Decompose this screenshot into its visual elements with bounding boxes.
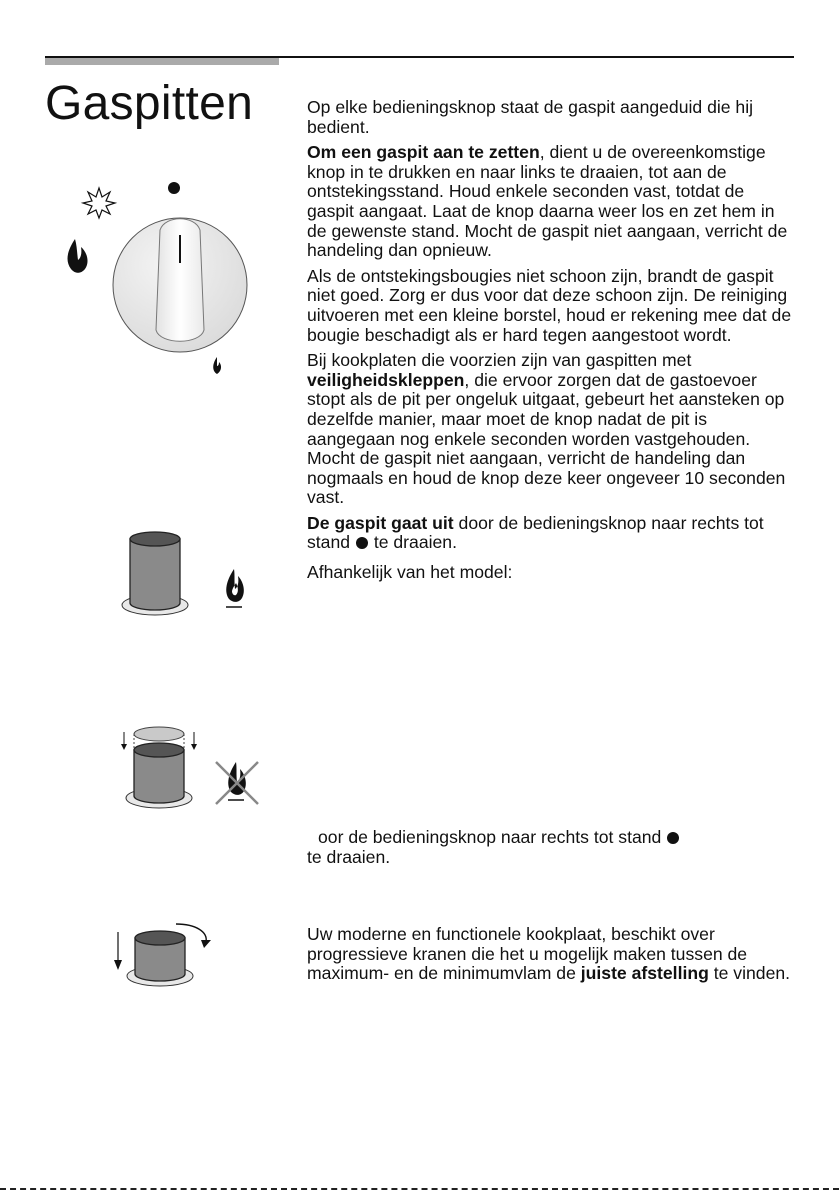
safety-pre: Bij kookplaten die voorzien zijn van gaspitten met: [307, 350, 692, 371]
fragment-line-2: te draaien.: [307, 847, 391, 867]
header-accent-bar: [45, 58, 279, 65]
page-title: Gaspitten: [45, 77, 254, 130]
knob-cylinder: [130, 539, 180, 610]
off-pre: door de bedieningsknop naar rechts tot stand: [307, 512, 764, 553]
ignite-bold: Om een gaspit aan te zetten: [307, 142, 540, 163]
knob-top: [135, 931, 185, 945]
text-block-main: [307, 98, 794, 589]
large-flame-icon: [68, 239, 88, 273]
small-flame-icon: [213, 357, 221, 374]
large-flame-icon: [226, 569, 244, 602]
page-bottom-edge: [0, 1188, 839, 1190]
off-dot-icon: [356, 537, 368, 549]
modern-post: te vinden.: [708, 963, 791, 984]
spark-icon: [83, 188, 115, 218]
knob-top: [130, 532, 180, 546]
modern-paragraph: [307, 925, 794, 984]
ignite-paragraph: [307, 143, 794, 261]
knob-pressed-figure: [118, 722, 268, 817]
knob-ghost-top: [134, 727, 184, 741]
ignite-text: , dient u de overeenkomstige knop in te drukken en naar links te draaien, tot aan de ontstekingsstand. Houd enkele seconden vast, totdat de gaspit aangaat. Laat de knop daarna weer los en zet hem in de gewenste stand. Mocht de gaspit niet aangaan, verricht de handeling dan opnieuw.: [307, 142, 788, 261]
off-post: te draaien.: [368, 532, 457, 553]
crossed-flame-icon: [216, 762, 258, 804]
fragment-pre: oor de bedieningsknop naar rechts tot stand: [318, 827, 667, 847]
safety-bold: veiligheidskleppen: [307, 369, 465, 390]
safety-text: , die ervoor zorgen dat de gastoevoer stopt als de pit per ongeluk uitgaat, gebeurt het aansteken op dezelfde manier, maar moet de knop nadat de pit is aangegaan nog enkele seconden worden vastgehouden. Mocht de gaspit niet aangaan, verricht de handeling dan nogmaals en houd de knop deze keer ongeveer 10 seconden vast.: [307, 369, 786, 508]
modern-pre: Uw moderne en functionele kookplaat, beschikt over progressieve kranen die het u mogelijk maken tussen de maximum- en de minimumvlam de: [307, 924, 748, 984]
knob-cylinder-figure: [118, 525, 258, 625]
knob-figure: [55, 175, 255, 380]
clean-paragraph: Als de ontstekingsbougies niet schoon zijn, brandt de gaspit niet goed. Zorg er dus voor dat deze schoon zijn. De reiniging uitvoeren met een kleine borstel, houd er rekening mee dat de bougie beschadigt als er hard tegen aangestoot wordt.: [307, 265, 792, 345]
off-bold: De gaspit gaat uit: [307, 512, 454, 533]
fragment-line-1: [318, 828, 805, 848]
modern-bold: juiste afstelling: [580, 963, 709, 984]
safety-paragraph: [307, 351, 794, 508]
off-paragraph: [307, 514, 794, 553]
knob-rotate-figure: [108, 918, 218, 993]
off-dot-icon: [667, 832, 679, 844]
off-dot-icon: [168, 182, 180, 194]
knob-cylinder: [134, 750, 184, 803]
intro-paragraph: Op elke bedieningsknop staat de gaspit aangeduid die hij bedient.: [307, 97, 754, 137]
knob-top: [134, 743, 184, 757]
model-paragraph: Afhankelijk van het model:: [307, 562, 513, 583]
